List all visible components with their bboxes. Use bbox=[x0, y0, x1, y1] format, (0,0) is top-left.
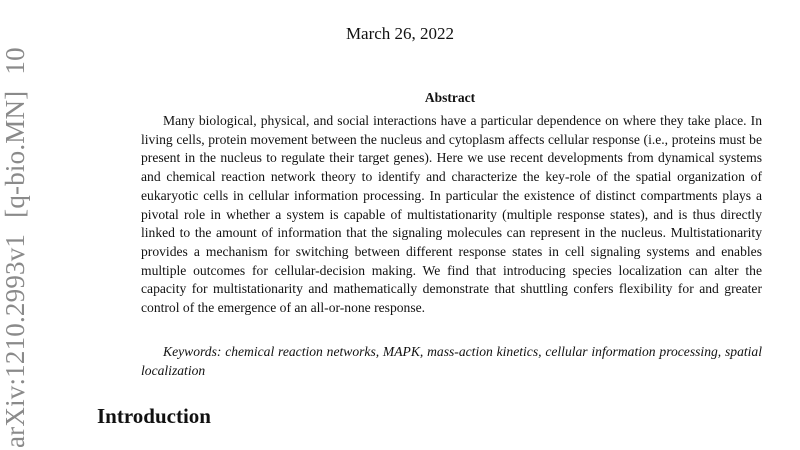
abstract-heading: Abstract bbox=[424, 90, 476, 105]
arxiv-category: [q-bio.MN] bbox=[0, 90, 30, 218]
keywords-line: Keywords: chemical reaction networks, MAPK, mass-action kinetics, cellular information processing, spatial localization bbox=[141, 344, 762, 378]
abstract-text: Many biological, physical, and social interactions have a particular dependence on where they take place. In living cells, protein movement between the nucleus and cytoplasm affects cellular response (i.e., proteins must be present in the nucleus to regulate their target genes). Here we use recent developments from dynamical systems and chemical reaction network theory to identify and characterize the key-role of the spatial organization of eukaryotic cells in cellular information processing. In particular the existence of distinct compartments plays a pivotal role in whether a system is capable of multistationarity (multiple response states), and is thus directly linked to the amount of information that the signaling molecules can represent in the nucleus. Multistationarity provides a mechanism for switching between different response states in cell signaling systems and enables multiple outcomes for cellular-decision making. We find that introducing species localization can alter the capacity for multistationarity and mathematically demonstrate that shuttling confers flexibility for and greater control of the emergence of an all-or-none response. bbox=[141, 113, 762, 316]
arxiv-id: arXiv:1210.2993v1 bbox=[0, 233, 30, 448]
introduction-heading: Introduction bbox=[97, 404, 211, 428]
arxiv-date-fragment: 10 bbox=[0, 47, 30, 75]
paper-date: March 26, 2022 bbox=[345, 24, 455, 43]
